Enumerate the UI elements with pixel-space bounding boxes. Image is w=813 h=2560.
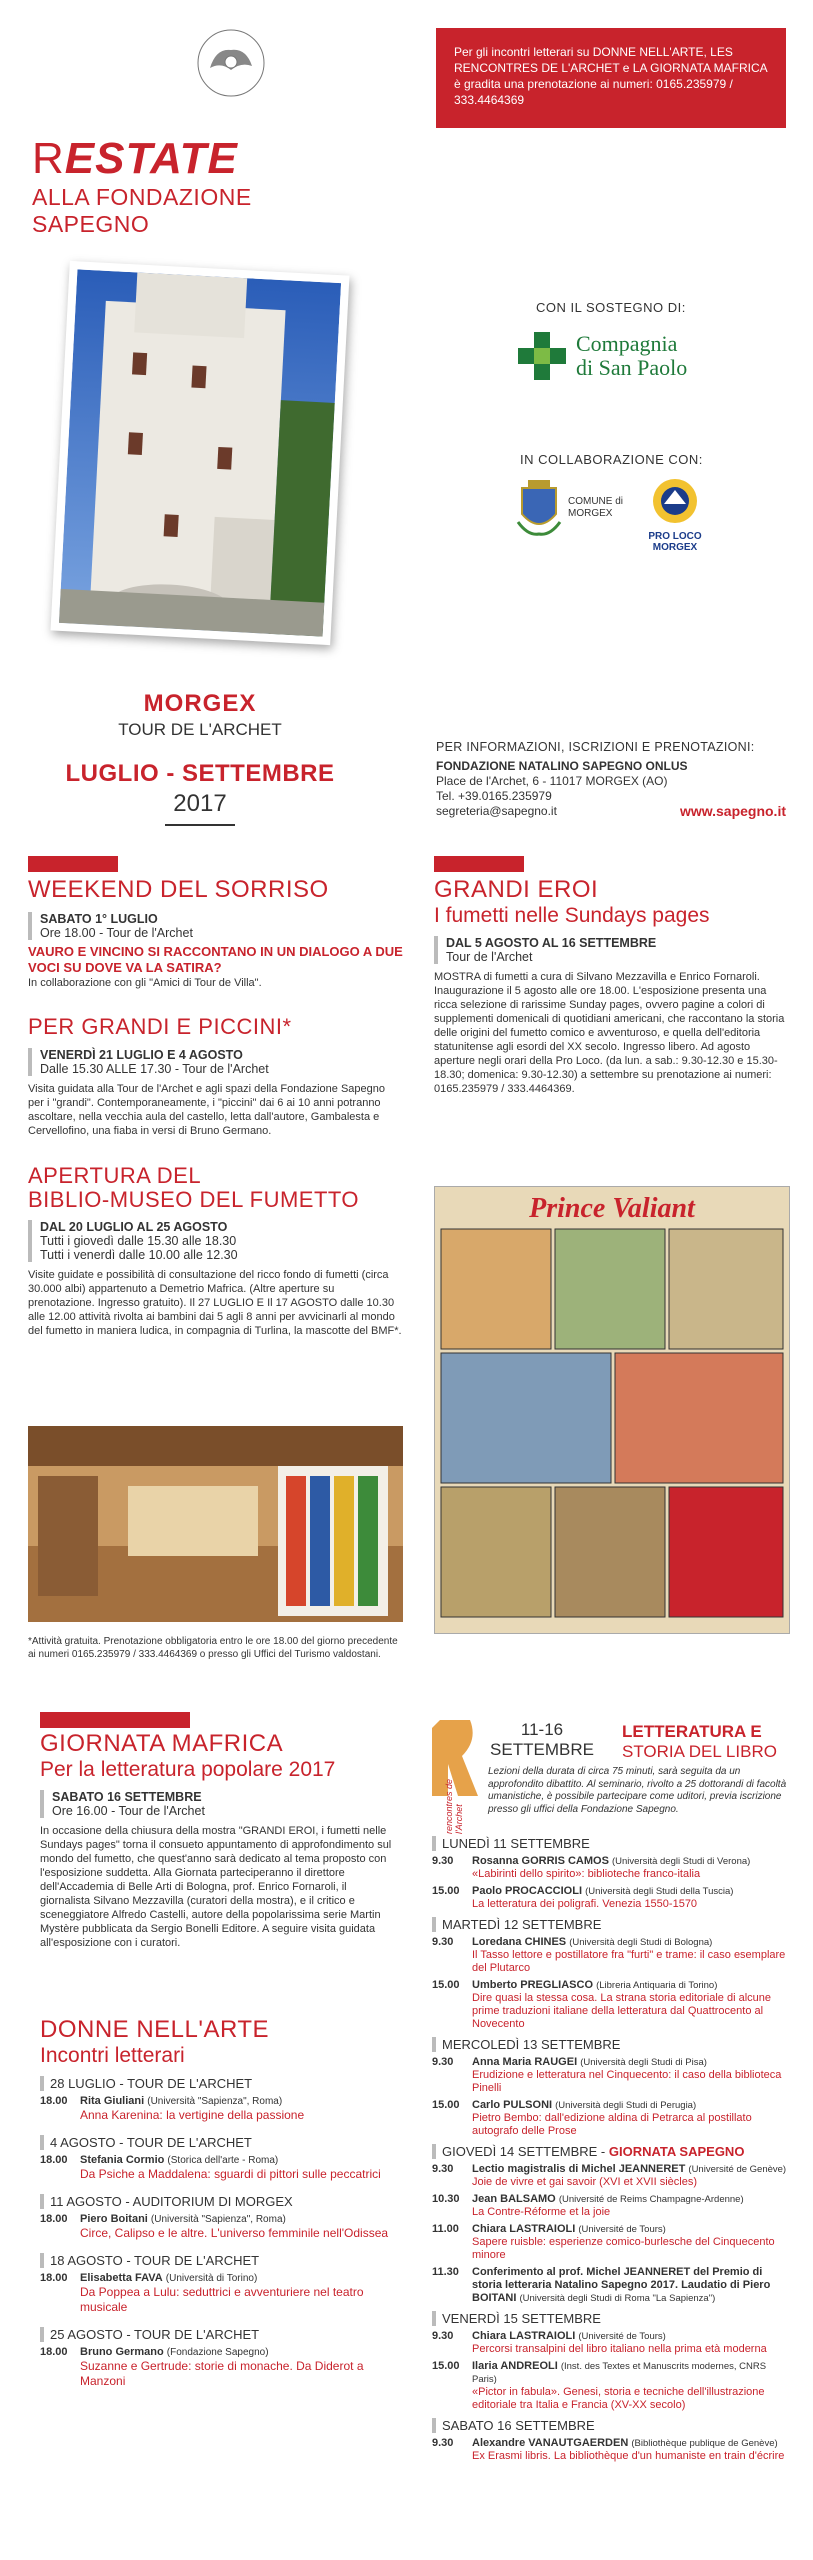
donne-event-date: 28 LUGLIO - TOUR DE L'ARCHET <box>40 2076 398 2091</box>
comic-panels <box>435 1225 789 1625</box>
rencontres-talk-time: 11.00 <box>432 2223 459 2235</box>
donne-subtitle: Incontri letterari <box>40 2044 185 2067</box>
contacts-email[interactable]: segreteria@sapegno.it <box>436 804 557 818</box>
rencontres-talk-affil: (Università degli Studi di Perugia) <box>555 2100 697 2111</box>
biblio-text: Visite guidate e possibilità di consultazione del ricco fondo di fumetti (circa 30.000 albi) appartenuto a Demetrio Mafrica. (Altre aperture su prenotazione. Ingresso gratuito). Il 27 LUGLIO E Il 17 AGOSTO dalle 10.30 alle 12.00 attività rivolta ai bambini dai 5 agli 8 anni per avvicinarli al mondo del fumetto in maniera ludica, in compagnia di Turlina, la mascotte del BMF*. <box>28 1269 402 1337</box>
donne-event-talk: Suzanne e Gertrude: storie di monache. Da Diderot a Manzoni <box>80 2359 364 2388</box>
donne-event <box>40 2135 398 2182</box>
donne-section <box>40 2016 398 2401</box>
weekend-time: Ore 18.00 - Tour de l'Archet <box>40 926 193 940</box>
contacts-org: FONDAZIONE NATALINO SAPEGNO ONLUS <box>436 759 688 773</box>
rencontres-talk-time: 15.00 <box>432 2099 460 2111</box>
rencontres-talk-time: 9.30 <box>432 1936 454 1948</box>
contacts-block <box>436 740 786 819</box>
rencontres-talk <box>432 2437 788 2463</box>
rencontres-talk-time: 11.30 <box>432 2266 459 2278</box>
weekend-section <box>28 876 403 1338</box>
rencontres-talk-affil: (Université de Genève) <box>688 2164 787 2175</box>
rencontres-talk-speaker: Loredana CHINES <box>472 1936 567 1948</box>
eroi-place: Tour de l'Archet <box>446 950 533 964</box>
page-title <box>32 136 352 238</box>
donne-event-list <box>40 2076 398 2389</box>
mafrica-title: GIORNATA MAFRICA <box>40 1730 284 1757</box>
donne-event-date: 18 AGOSTO - TOUR DE L'ARCHET <box>40 2253 398 2268</box>
rencontres-day-heading: SABATO 16 SETTEMBRE <box>432 2418 788 2433</box>
rencontres-talk-affil: (Università degli Studi di Bologna) <box>569 1937 713 1948</box>
rencontres-talk-speaker: Chiara LASTRAIOLI <box>472 2330 576 2342</box>
rencontres-talk <box>432 1855 788 1881</box>
contacts-address: Place de l'Archet, 6 - 11017 MORGEX (AO) <box>436 774 668 788</box>
donne-event-affil: (Università "Sapienza", Roma) <box>147 2096 283 2107</box>
rencontres-talk-title: «Labirinti dello spirito»: biblioteche franco-italia <box>472 1868 701 1880</box>
rencontres-talk-speaker: Umberto PREGLIASCO <box>472 1979 594 1991</box>
rencontres-talk-affil: (Université de Tours) <box>578 2331 666 2342</box>
donne-event-time: 18.00 <box>40 2272 68 2284</box>
donne-event-speaker: Elisabetta FAVA <box>80 2272 163 2284</box>
rencontres-talk-title: Il Tasso lettore e postillatore fra "furti" e trame: il caso esemplare del Plutarco <box>472 1949 786 1974</box>
rencontres-talk-speaker: Paolo PROCACCIOLI <box>472 1885 583 1897</box>
contacts-web[interactable]: www.sapegno.it <box>679 803 786 819</box>
sponsor-name-line2: di San Paolo <box>576 355 688 380</box>
donne-event-speaker: Rita Giuliani <box>80 2095 145 2107</box>
sapegno-seal-icon <box>196 28 266 98</box>
rencontres-talk-title: Sapere ruisble: esperienze comico-burlesche del Cinquecento minore <box>472 2236 775 2261</box>
donne-event-affil: (Università di Torino) <box>165 2273 258 2284</box>
rencontres-day-heading: MERCOLEDÌ 13 SETTEMBRE <box>432 2037 788 2052</box>
rencontres-talk-speaker: Anna Maria RAUGEI <box>472 2056 578 2068</box>
mafrica-date: SABATO 16 SETTEMBRE <box>52 1790 202 1804</box>
rencontres-day <box>432 2418 788 2463</box>
rencontres-talk-speaker: Chiara LASTRAIOLI <box>472 2223 576 2235</box>
rencontres-talk-speaker: Alexandre VANAUTGAERDEN <box>472 2437 629 2449</box>
donne-event-talk: Anna Karenina: la vertigine della passione <box>80 2108 305 2122</box>
rencontres-talk <box>432 2056 788 2095</box>
rencontres-talk-speaker: Lectio magistralis di Michel JEANNERET <box>472 2163 686 2175</box>
library-photo <box>28 1426 403 1622</box>
sponsor-name-line1: Compagnia <box>576 331 678 356</box>
biblio-time-2: Tutti i venerdì dalle 10.00 alle 12.30 <box>40 1248 238 1262</box>
rencontres-talk-title: Joie de vivre et gai savoir (XVI et XVII siècles) <box>472 2176 697 2188</box>
rencontres-talk-affil: (Université de Reims Champagne-Ardenne) <box>558 2194 744 2205</box>
comune-crest-icon <box>516 478 562 538</box>
rencontres-day <box>432 1836 788 1911</box>
rencontres-talk-affil: (Università degli Studi di Pisa) <box>580 2057 707 2068</box>
rencontres-talk-affil: (Université de Tours) <box>578 2224 666 2235</box>
eroi-date: DAL 5 AGOSTO AL 16 SETTEMBRE <box>446 936 657 950</box>
rencontres-talk-title: La letteratura dei poligrafi. Venezia 1550-1570 <box>472 1898 698 1910</box>
rencontres-talk-speaker: Conferimento al prof. Michel JEANNERET del Premio di storia letteraria Natalino Sapegno 2017. Laudatio di Piero BOITANI <box>472 2266 771 2304</box>
proloco-logo <box>640 476 710 553</box>
donne-event <box>40 2327 398 2389</box>
rencontres-talk-title: La Contre-Réforme et la joie <box>472 2206 611 2218</box>
donne-event-date: 11 AGOSTO - AUDITORIUM DI MORGEX <box>40 2194 398 2209</box>
rencontres-talk <box>432 1979 788 2031</box>
rencontres-talk <box>432 2193 788 2219</box>
weekend-title: WEEKEND DEL SORRISO <box>28 876 329 903</box>
donne-event-date: 4 AGOSTO - TOUR DE L'ARCHET <box>40 2135 398 2150</box>
donne-event-time: 18.00 <box>40 2213 68 2225</box>
rencontres-day-heading: LUNEDÌ 11 SETTEMBRE <box>432 1836 788 1851</box>
rencontres-day-heading: GIOVEDÌ 14 SETTEMBRE - GIORNATA SAPEGNO <box>432 2144 788 2159</box>
rencontres-talk-speaker: Carlo PULSONI <box>472 2099 553 2111</box>
venue-name: TOUR DE L'ARCHET <box>118 720 282 739</box>
rencontres-talk-time: 10.30 <box>432 2193 460 2205</box>
year: 2017 <box>173 790 227 817</box>
rencontres-title-2: STORIA DEL LIBRO <box>622 1742 777 1761</box>
period: LUGLIO - SETTEMBRE <box>65 760 335 787</box>
header-logo <box>196 28 266 98</box>
comune-logo <box>516 478 628 538</box>
rencontres-day-heading: MARTEDÌ 12 SETTEMBRE <box>432 1917 788 1932</box>
donne-event-affil: (Fondazione Sapegno) <box>166 2347 269 2358</box>
mafrica-section <box>40 1730 398 1950</box>
comic-title: Prince Valiant <box>529 1193 695 1224</box>
donne-event-affil: (Università "Sapienza", Roma) <box>150 2214 286 2225</box>
rencontres-talk-title: Dire quasi la stessa cosa. La strana storia editoriale di alcune prime traduzioni italiane della letteratura dal Quattrocento al Novecento <box>472 1992 771 2030</box>
compagnia-cross-icon <box>518 332 566 380</box>
location-block <box>60 690 340 826</box>
rencontres-talk-title: «Pictor in fabula». Genesi, storia e tecniche dell'illustrazione editoriale tra Italia e Francia (XV-XX secolo) <box>472 2386 765 2411</box>
weekend-date: SABATO 1° LUGLIO <box>40 912 158 926</box>
rencontres-talk-title: Percorsi transalpini del libro italiano nella prima età moderna <box>472 2343 767 2355</box>
donne-event-affil: (Storica dell'arte - Roma) <box>167 2155 279 2166</box>
rencontres-day <box>432 2144 788 2305</box>
year-underline <box>165 824 235 826</box>
library-image <box>28 1426 403 1622</box>
rencontres-talk <box>432 2266 788 2305</box>
eroi-subtitle: I fumetti nelle Sundays pages <box>434 904 710 927</box>
eroi-title: GRANDI EROI <box>434 876 599 903</box>
rencontres-talk-time: 9.30 <box>432 2056 454 2068</box>
mafrica-text: In occasione della chiusura della mostra "GRANDI EROI, i fumetti nelle Sundays pages" torna il consueto appuntamento di approfondimento sul mondo del fumetto, che quest'anno sarà dedicato al tema proposto con l'esposizione suddetta. Alla Giornata parteciperanno il direttore dell'Accademia di Belle Arti di Bologna, prof. Enrico Fornaroli, il giornalista Silvano Mezzavilla (curatori della mostra), e il critico e sceneggiatore Alfredo Castelli, autore della popolarissima serie Martin Mystère pubblicata da Sergio Bonelli Editore. A seguire visita guidata all'esposizione con i curatori. <box>40 1825 392 1949</box>
donne-event <box>40 2253 398 2315</box>
donne-event-talk: Da Psiche a Maddalena: sguardi di pittori sulle peccatrici <box>80 2167 381 2181</box>
info-box <box>436 28 786 128</box>
rencontres-title-1: LETTERATURA E <box>622 1722 762 1741</box>
rencontres-talk-affil: (Università degli Studi di Verona) <box>611 1856 751 1867</box>
rencontres-talk <box>432 2330 788 2356</box>
rencontres-talk <box>432 2099 788 2138</box>
rencontres-talk <box>432 2163 788 2189</box>
rencontres-talk <box>432 2223 788 2262</box>
donne-event <box>40 2076 398 2123</box>
rencontres-talk-time: 9.30 <box>432 2163 454 2175</box>
support-label: CON IL SOSTEGNO DI: <box>536 300 686 315</box>
rencontres-talk-title: Ex Erasmi libris. La bibliothèque d'un humaniste en train d'écrire <box>472 2450 785 2462</box>
donne-event-time: 18.00 <box>40 2346 68 2358</box>
eroi-text: MOSTRA di fumetti a cura di Silvano Mezzavilla e Enrico Fornaroli. Inaugurazione il 5 agosto alle ore 18.00. L'esposizione presenta una ricca selezione di rarissime Sunday pages, ovvero pagine a colori di supplementi domenicali di quotidiani americani, che raccontano la storia delle origini del fumetto comico e avventuroso, e quella dell'editoria statunitense agli esordi del XX secolo. Ingresso libero. Ad agosto aperture negli orari della Pro Loco. (da lun. a sab.: 9.30-12.30 e 15.30-18.30; domenica: 9.30-12.30) a settembre su prenotazione ai numeri: 0165.235979 / 333.4464369. <box>434 971 785 1095</box>
proloco-line2: MORGEX <box>652 542 698 553</box>
rencontres-day <box>432 2311 788 2412</box>
donne-event-time: 18.00 <box>40 2095 68 2107</box>
comune-text: COMUNE di MORGEX <box>568 496 624 519</box>
piccini-text: Visita guidata alla Tour de l'Archet e agli spazi della Fondazione Sapegno per i "grandi". Contemporaneamente, i "piccini" dai 6 ai 10 anni potranno ascoltare, nella vecchia aula del castello, letta dall'autore, Gambalesta e Cervellofino, una fiaba in versi di Bruno Germano. <box>28 1083 385 1137</box>
rencontres-talk-time: 9.30 <box>432 1855 454 1867</box>
donne-event-date: 25 AGOSTO - TOUR DE L'ARCHET <box>40 2327 398 2342</box>
rencontres-talk-title: Erudizione e letteratura nel Cinquecento: il caso della biblioteca Pinelli <box>472 2069 782 2094</box>
biblio-time-1: Tutti i giovedì dalle 15.30 alle 18.30 <box>40 1234 237 1248</box>
comic-page <box>434 1186 790 1634</box>
contacts-heading: PER INFORMAZIONI, ISCRIZIONI E PRENOTAZIONI: <box>436 740 755 754</box>
eroi-section <box>434 876 788 1096</box>
weekend-collab: In collaborazione con gli "Amici di Tour de Villa". <box>28 977 262 989</box>
donne-event-talk: Da Poppea a Lulu: seduttrici e avventuriere nel teatro musicale <box>80 2285 364 2314</box>
proloco-line1: PRO LOCO <box>648 531 702 542</box>
rencontres-day <box>432 2037 788 2138</box>
rencontres-talk-title: Pietro Bembo: dall'edizione aldina di Petrarca al postillato autografo delle Prose <box>472 2112 752 2137</box>
rencontres-day-heading: VENERDÌ 15 SETTEMBRE <box>432 2311 788 2326</box>
biblio-note: *Attività gratuita. Prenotazione obbligatoria entro le ore 18.00 del giorno precedente ai numeri 0165.235979 / 333.4464369 o presso gli Uffici del Turismo valdostani. <box>28 1636 398 1660</box>
piccini-title: PER GRANDI E PICCINI* <box>28 1014 292 1039</box>
donne-event-speaker: Stefania Cormio <box>80 2154 165 2166</box>
rencontres-intro: Lezioni della durata di circa 75 minuti, sarà seguita da un approfondito dibattito. Al seminario, rivolto a 25 dottorandi di facoltà umanistiche, è possibile partecipare come uditori, previa iscrizione presso gli uffici della Fondazione Sapegno. <box>488 1766 787 1815</box>
donne-event-talk: Circe, Calipso e le altre. L'universo femminile nell'Odissea <box>80 2226 389 2240</box>
rencontres-talk <box>432 1885 788 1911</box>
biblio-date: DAL 20 LUGLIO AL 25 AGOSTO <box>40 1220 228 1234</box>
donne-title: DONNE NELL'ARTE <box>40 2016 270 2043</box>
title-sub: ALLA FONDAZIONE SAPEGNO <box>32 184 252 237</box>
weekend-bar <box>28 856 118 872</box>
mafrica-bar <box>40 1712 190 1728</box>
title-main: ESTATE <box>64 134 238 183</box>
rencontres-talk <box>432 2360 788 2412</box>
mafrica-subtitle: Per la letteratura popolare 2017 <box>40 1758 336 1781</box>
biblio-title-1: APERTURA DEL <box>28 1163 202 1188</box>
contacts-tel: Tel. +39.0165.235979 <box>436 789 552 803</box>
rencontres-logo-text: rencontres de l'Archet <box>444 1778 464 1834</box>
biblio-title-2: BIBLIO-MUSEO DEL FUMETTO <box>28 1187 360 1212</box>
rencontres-day-list <box>432 1830 788 2467</box>
collab-label: IN COLLABORAZIONE CON: <box>520 452 703 467</box>
eroi-bar <box>434 856 524 872</box>
rencontres-talk-affil: (Inst. des Textes et Manuscrits modernes, CNRS Paris) <box>472 2361 767 2385</box>
rencontres-talk-affil: (Libreria Antiquaria di Torino) <box>596 1980 718 1991</box>
info-box-text: Per gli incontri letterari su DONNE NELL'ARTE, LES RENCONTRES DE L'ARCHET e LA GIORNATA MAFRICA è gradita una prenotazione ai numeri: 0165.235979 / 333.4464369 <box>454 45 768 107</box>
rencontres-talk-speaker: Ilaria ANDREOLI <box>472 2360 558 2372</box>
rencontres-talk-time: 15.00 <box>432 2360 460 2372</box>
town-name: MORGEX <box>143 690 257 717</box>
piccini-date: VENERDÌ 21 LUGLIO E 4 AGOSTO <box>40 1048 243 1062</box>
weekend-event: VAURO E VINCINO SI RACCONTANO IN UN DIALOGO A DUE VOCI SU DOVE VA LA SATIRA? <box>28 944 403 975</box>
rencontres-month: SETTEMBRE <box>490 1740 594 1759</box>
tower-photo <box>51 261 350 645</box>
rencontres-talk-affil: (Università degli Studi della Tuscia) <box>585 1886 734 1897</box>
donne-event-speaker: Piero Boitani <box>80 2213 148 2225</box>
rencontres-talk-time: 9.30 <box>432 2437 454 2449</box>
rencontres-dates: 11-16 <box>520 1720 564 1739</box>
rencontres-talk-speaker: Rosanna GORRIS CAMOS <box>472 1855 609 1867</box>
title-prefix: R <box>32 134 65 183</box>
donne-event <box>40 2194 398 2241</box>
donne-event-speaker: Bruno Germano <box>80 2346 164 2358</box>
mafrica-time: Ore 16.00 - Tour de l'Archet <box>52 1804 205 1818</box>
tower-image <box>59 269 341 636</box>
rencontres-talk-affil: (Bibliothèque publique de Genève) <box>631 2438 778 2449</box>
rencontres-talk-time: 9.30 <box>432 2330 454 2342</box>
rencontres-talk-time: 15.00 <box>432 1979 460 1991</box>
donne-event-time: 18.00 <box>40 2154 68 2166</box>
rencontres-day <box>432 1917 788 2031</box>
rencontres-talk-speaker: Jean BALSAMO <box>472 2193 556 2205</box>
proloco-sun-icon <box>646 476 704 526</box>
piccini-time: Dalle 15.30 ALLE 17.30 - Tour de l'Archet <box>40 1062 269 1076</box>
rencontres-talk-affil: (Università degli Studi di Roma "La Sapienza") <box>519 2293 716 2304</box>
rencontres-talk-time: 15.00 <box>432 1885 460 1897</box>
compagnia-logo <box>518 332 687 380</box>
rencontres-talk <box>432 1936 788 1975</box>
